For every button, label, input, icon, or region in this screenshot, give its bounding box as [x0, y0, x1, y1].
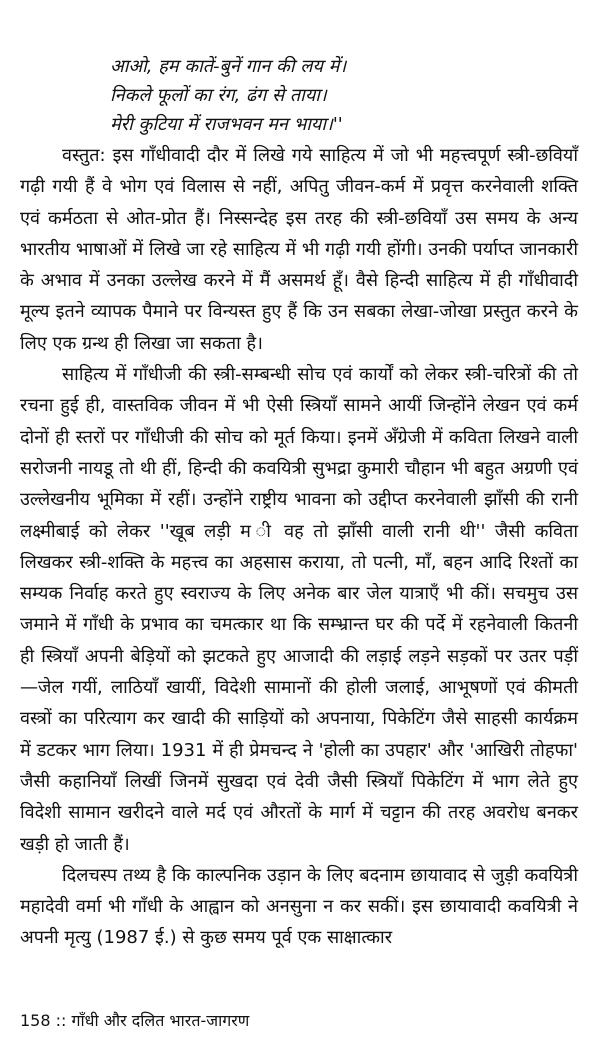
paragraph: साहित्य में गाँधीजी की स्त्री-सम्बन्धी सोच एवं कार्यों को लेकर स्त्री-चरित्रों की तो रचना हुई ही, वास्तविक जीवन में भी ऐसी स्त्रियाँ सामने आयीं जिन्होंने लेखन एवं कर्म दोनों ही स्तरों पर गाँधीजी की सोच को मूर्त किया। इनमें अँग्रेजी में कविता लिखने वाली सरोजनी नायडू तो थी हीं, हिन्दी की कवयित्री सुभद्रा कुमारी चौहान भी बहुत अग्रणी एवं उल्लेखनीय भूमिका में रहीं। उन्होंने राष्ट्रीय भावना को उद्दीप्त करनेवाली झाँसी की रानी लक्ष्मीबाई को लेकर ''खूब लड़ी म ी वह तो झाँसी वाली रानी थी'' जैसी कविता लिखकर स्त्री-शक्ति के महत्त्व का अहसास कराया, तो पत्नी, माँ, बहन आदि रिश्तों का सम्यक निर्वाह करते हुए स्वराज्य के लिए अनेक बार जेल यात्राएँ भी कीं। सचमुच उस जमाने में गाँधी के प्रभाव का चमत्कार था कि सम्भ्रान्त घर की पर्दे में रहनेवाली कितनी ही स्त्रियाँ अपनी बेड़ियों को झटकते हुए आजादी की लड़ाई लड़ने सड़कों पर उतर पड़ीं—जेल गयीं, लाठियाँ खायीं, विदेशी सामानों की होली जलाई, आभूषणों एवं कीमती वस्त्रों का परित्याग कर खादी की साड़ियों को अपनाया, पिकेटिंग जैसे साहसी कार्यक्रम में डटकर भाग लिया। 1931 में ही प्रेमचन्द ने 'होली का उपहार' और 'आखिरी तोहफा' जैसी कहानियाँ लिखीं जिनमें सुखदा एवं देवी जैसी स्त्रियाँ पिकेटिंग में भाग लेते हुए विदेशी सामान खरीदने वाले मर्द एवं औरतों के मार्ग में चट्टान की तरह अवरोध बनकर खड़ी हो जाती हैं। [20, 364, 578, 855]
body-text [20, 140, 578, 954]
page-footer: 158 :: गाँधी और दलित भारत-जागरण [20, 1011, 250, 1030]
poem-line: निकले फूलों का रंग, ढंग से ताया। [110, 85, 327, 106]
paragraph: वस्तुत: इस गाँधीवादी दौर में लिखे गये साहित्य में जो भी महत्त्वपूर्ण स्त्री-छवियाँ गढ़ी गयी हैं वे भोग एवं विलास से नहीं, अपितु जीवन-कर्म में प्रवृत्त करनेवाली शक्ति एवं कर्मठता से ओत-प्रोत हैं। निस्सन्देह इस तरह की स्त्री-छवियाँ उस समय के अन्य भारतीय भाषाओं में लिखे जा रहे साहित्य में भी गढ़ी गयी होंगी। उनकी पर्याप्त जानकारी के अभाव में उनका उल्लेख करने में मैं असमर्थ हूँ। वैसे हिन्दी साहित्य में ही गाँधीवादी मूल्य इतने व्यापक पैमाने पर विन्यस्त हुए हैं कि उन सबका लेखा-जोखा प्रस्तुत करने के लिए एक ग्रन्थ ही लिखा जा सकता है। [20, 145, 578, 354]
poem-line: मेरी कुटिया में राजभवन मन भाया।'' [110, 114, 343, 135]
paragraph: दिलचस्प तथ्य है कि काल्पनिक उड़ान के लिए बदनाम छायावाद से जुड़ी कवयित्री महादेवी वर्मा भी गाँधी के आह्वान को अनसुना न कर सकीं। इस छायावादी कवयित्री ने अपनी मृत्यु (1987 ई.) से कुछ समय पूर्व एक साक्षात्कार [20, 864, 578, 949]
poem-quote [110, 52, 550, 139]
poem-line: आओ, हम कातें-बुनें गान की लय में। [110, 56, 347, 77]
